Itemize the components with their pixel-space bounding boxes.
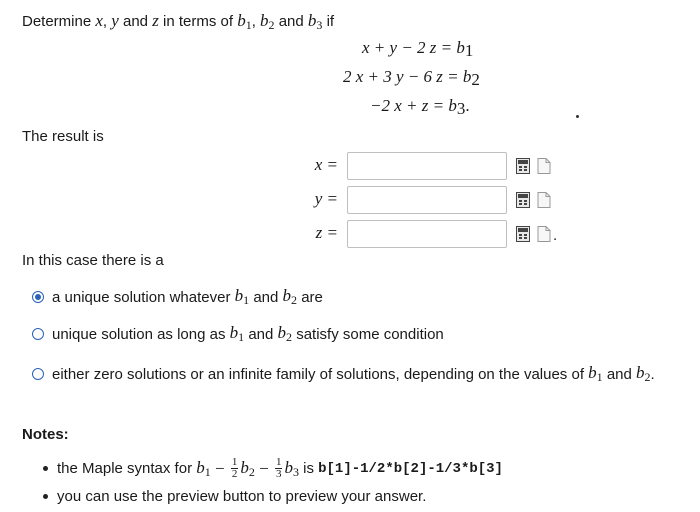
bullet-dot [43,466,48,471]
and-word-2: and [278,13,304,30]
bullet-dot [43,494,48,499]
b2-symbol: $b_2$ [282,286,298,307]
preview-icon[interactable] [537,192,551,208]
equation-editor-icon[interactable] [516,158,530,174]
option-text-after: are [301,288,323,306]
radio-button[interactable] [32,291,44,303]
result-label: The result is [22,128,104,145]
option-zero-or-infinite[interactable] [32,363,655,385]
b2-symbol: $b_2$ [260,11,275,32]
answer-label-y: y = [314,189,338,208]
equation-editor-icon[interactable] [516,192,530,208]
b3-symbol: $b_3$ [284,457,299,479]
equation-3: −2 $x + z = b_3$. [370,96,470,118]
var-x: x [95,11,103,30]
radio-button[interactable] [32,328,44,340]
b3-symbol: $b_3$ [307,11,323,32]
answer-label-x: x = [314,155,338,174]
preview-icon[interactable] [537,158,551,174]
answer-input-x[interactable] [347,152,507,180]
b1-symbol: $b_1$ [588,363,603,384]
b2-symbol: $b_2$ [240,457,255,479]
stray-dot [576,115,579,118]
var-y: y [111,11,119,30]
minus-sign: − [254,458,273,478]
notes-heading: Notes: [22,426,69,443]
comma2: , [251,13,256,30]
option-text-after: satisfy some condition [296,325,444,343]
preview-icon[interactable] [537,226,551,242]
option-text: either zero solutions or an infinite family of solutions, depending on the values of [52,365,584,383]
case-prompt: In this case there is a [22,252,164,269]
option-text: unique solution as long as [52,325,226,343]
equation-1: x + y − 2 $z = b_1$ [362,38,474,60]
equation-2: 2 x + 3 y − 6 $z = b_2$ [343,67,480,89]
note-text: the Maple syntax for [57,460,193,477]
minus-sign: − [210,458,229,478]
b2-symbol: $b_2$ [636,363,651,384]
fraction-half: $\frac{1}{2}$ [231,456,238,480]
option-text: a unique solution whatever [52,288,231,306]
in-terms-of: in terms of [162,13,234,30]
question-text [22,11,334,33]
answer-input-y[interactable] [347,186,507,214]
note-text: you can use the preview button to preview your answer. [57,488,427,505]
b1-symbol: $b_1$ [229,323,245,344]
option-and: and [248,325,274,343]
b1-symbol: $b_1$ [234,286,250,307]
note-preview [43,488,426,505]
intro-prefix: Determine [22,13,92,30]
b2-symbol: $b_2$ [277,323,293,344]
option-text-after: . [650,365,655,383]
comma: , [102,13,108,30]
option-unique-always[interactable] [32,286,323,308]
maple-code: b[1]-1/2*b[2]-1/3*b[3] [318,460,503,477]
answer-input-z[interactable] [347,220,507,248]
answer-label-z: z = [315,223,338,242]
and-word: and [122,13,149,30]
radio-button[interactable] [32,368,44,380]
note-maple-syntax [43,457,503,480]
radio-selected-dot [35,294,41,300]
b1-symbol: $b_1$ [196,457,211,479]
if-word: if [326,13,335,30]
b1-symbol: $b_1$ [237,11,252,32]
option-unique-condition[interactable] [32,323,444,345]
fraction-third: $\frac{1}{3}$ [275,456,282,480]
option-and: and [253,288,279,306]
trailing-period: . [553,227,558,244]
note-is: is [303,460,314,477]
option-and: and [606,365,632,383]
var-z: z [152,11,159,30]
equation-editor-icon[interactable] [516,226,530,242]
